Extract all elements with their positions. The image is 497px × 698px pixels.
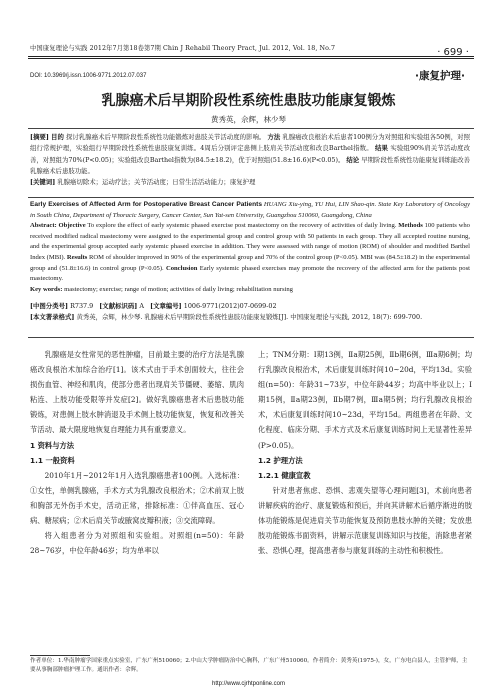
header-rule-thin [28, 58, 474, 59]
keywords-cn-label: [关键词] [30, 178, 56, 187]
doc-code-value: A [139, 302, 144, 310]
general-data-paragraph: 2010年1月~2012年1月入选乳腺癌患者100例。入选标准：①女性，单侧乳腺癌，手术方式为乳腺改良根治术；②术前双上肢和胸部无外伤手术史，活动正常，排除标准：①伴高血压、冠心病、糖尿病；②术后肩关节或腋窝皮瓣积液；③交流障碍。 [30, 470, 244, 526]
english-methods: 100 patients who received modified radical mastectomy were assigned to the experimental group and control group with 50 patients in each group. They all accepted routine nursing, and the experimental group accepted early systemic phased exercise in addition. They were assessed with range of motion (ROM) of shoulder and modified Barthel Index (MBI). [30, 222, 470, 261]
method-label: 方法 [267, 133, 281, 141]
method-text: 乳腺癌改良根治术后患者100例分为对照组和实验组各50例，对照组行常规护理，实验组行早期阶段性系统性患肢康复训练。4周后分别评定患侧上肢肩关节活动度和改良Barthel指数。 [30, 133, 470, 153]
article-title: 乳腺癌术后早期阶段性系统性患肢功能康复锻炼 [101, 93, 396, 109]
keywords-cn-text: 乳腺癌切除术；运动疗法；关节活动度；日常生活活动能力；康复护理 [57, 178, 256, 187]
english-title: Early Exercises of Affected Arm for Postoperative Breast Cancer Patients [30, 201, 262, 208]
section-heading-1: 1 资料与方法 [30, 440, 75, 450]
body-top-rule [28, 337, 474, 338]
english-results: ROM of shoulder improved in 90% of the experimental group and 70% of the control group (P<0.05). MBI was (84.5±18.2) in the experimental group and (51.8±16.6) in control group (P<0.05). [30, 253, 470, 272]
abstract-top-rule [28, 128, 474, 129]
section-heading-1-2-1: 1.2.1 健康宣教 [258, 470, 311, 480]
english-keywords-label: Key words: [30, 285, 63, 293]
objective-text: 探讨乳腺癌术后早期阶段性系统性功能锻炼对患肢关节活动度的影响。 [65, 133, 266, 141]
article-number-label: [文章编号] [150, 302, 182, 310]
running-header: 中国康复理论与实践 2012年7月第18卷第7期 Chin J Rehabil Theory Pract, Jul. 2012, Vol. 18, No.7 [30, 45, 336, 52]
clc-label: [中图分类号] [30, 302, 69, 310]
citation-label: [本文著录格式] [30, 313, 75, 321]
english-conclusion-label: Conclusion [165, 264, 198, 272]
english-results-label: Results [66, 253, 88, 261]
doc-code-label: [文献标识码] [99, 302, 138, 310]
english-keywords: mastectomy; exercise; range of motion; activities of daily living; rehabilitation nursing [64, 285, 293, 293]
citation-text: 黄秀英，佘辉，林少琴. 乳腺癌术后早期阶段性系统性患肢功能康复锻炼[J]. 中国康复理论与实践, 2012, 18(7): 699-700. [76, 313, 423, 321]
abstract-label: [摘要] [30, 133, 49, 141]
english-methods-label: Methods [398, 222, 423, 230]
english-abstract-label: Abstract: [30, 222, 57, 230]
classification-block [30, 301, 470, 323]
english-abstract [30, 200, 470, 295]
section-heading-1-1: 1.1 一般资料 [30, 455, 75, 465]
objective-label: 目的 [51, 133, 64, 141]
author-footnote: 作者单位：1.华南肿瘤学国家重点实验室，广东广州510060；2.中山大学肿瘤防治中心胸科，广东广州510060。作者简介：黄秀英(1975-)，女，广东电白县人，主管护师，主要从事胸部肿瘤护理工作。通讯作者：佘辉。 [30, 658, 468, 673]
english-objective: To explore the effect of early systemic phased exercise post mastectomy on the recovery of activities of daily living. [87, 222, 397, 230]
header-rule [28, 56, 474, 57]
education-paragraph: 针对患者焦虑、恐惧、悲观失望等心理问题[3]，术前向患者讲解疾病的治疗、康复锻炼和预后，并向其讲解术后循序渐进的肢体功能锻炼是促进肩关节功能恢复及预防患肢水肿的关键；发放患肢功能锻炼书面资料，讲解示范康复训练知识与技能，消除患者紧张、恐惧心理，提高患者参与康复训练的主动性和积极性。 [258, 485, 472, 556]
intro-paragraph: 乳腺癌是女性常见的恶性肿瘤，目前最主要的治疗方法是乳腺癌改良根治术加综合治疗[1]。该术式由于手术创面较大，往往会损伤血管、神经和肌肉，使部分患者出现肩关节僵硬、萎缩、肌肉粘连、上肢功能受限等并发症[2]。做好乳腺癌患者术后患肢功能锻炼，对患侧上肢水肿消退及手术侧上肢功能恢复，恢复和改善关节活动、最大限度地恢复自理能力具有重要意义。 [30, 350, 244, 435]
conclusion-text: 早期阶段性系统性功能康复训练能改善乳腺癌术后患肢功能。 [30, 155, 470, 175]
chinese-abstract [30, 132, 470, 188]
page-number: · 699 · [437, 47, 469, 58]
english-section-rule [28, 197, 474, 198]
result-label: 结果 [375, 144, 389, 153]
journal-url: http://www.cjrhtponline.com [211, 681, 286, 687]
clc-value: R737.9 [70, 302, 94, 310]
body-column-right [258, 347, 472, 558]
grouping-paragraph: 将入组患者分为对照组和实验组。对照组(n=50)：年龄28~76岁，中位年龄46岁；均为单率以 [30, 531, 244, 556]
continuation-paragraph: 上；TNM分期：Ⅰ期13例，Ⅱa期25例，Ⅱb期6例，Ⅲa期6例；均行乳腺改良根治术，术后康复训练时间10~20d，平均13d。实验组(n=50)：年龄31~73岁，中位年龄44岁；均高中毕业以上；Ⅰ期15例，Ⅱa期23例，Ⅱb期7例，Ⅲa期5例；均行乳腺改良根治术，术后康复训练时间10~23d，平均15d。两组患者在年龄、文化程度、临床分期、手术方式及术后康复训练时间上无显著性差异(P>0.05)。 [258, 350, 472, 450]
english-affiliation: HUANG Xiu-ying, YU Hui, LIN Shao-qin. State Key Laboratory of Oncology in South China, Department of Thoracic Surgery, Cancer Center, Sun Yat-sen University, Guangzhou 510060, Guangdong, China [30, 201, 470, 219]
body-column-left [30, 347, 244, 558]
result-text: 实验组90%肩关节活动度改善，对照组为70%(P<0.05)；实验组改良Barthel指数为(84.5±18.2)，优于对照组(51.8±16.6)(P<0.05)。 [30, 144, 471, 164]
english-conclusion: Early systemic phased exercises may promote the recovery of the affected arm for the patients post mastectomy. [30, 264, 470, 283]
conclusion-label: 结论 [346, 155, 360, 164]
article-number-value: 1006-9771(2012)07-0699-02 [183, 302, 277, 310]
section-heading-1-2: 1.2 护理方法 [258, 455, 303, 465]
english-objective-label: Objective [58, 222, 86, 230]
section-tag: ·康复护理· [415, 70, 465, 82]
author-list: 黄秀英，佘辉，林少琴 [211, 115, 286, 124]
doi-line: DOI: 10.3969/j.issn.1006-9771.2012.07.037 [30, 73, 147, 79]
footnote-rule [30, 655, 90, 656]
